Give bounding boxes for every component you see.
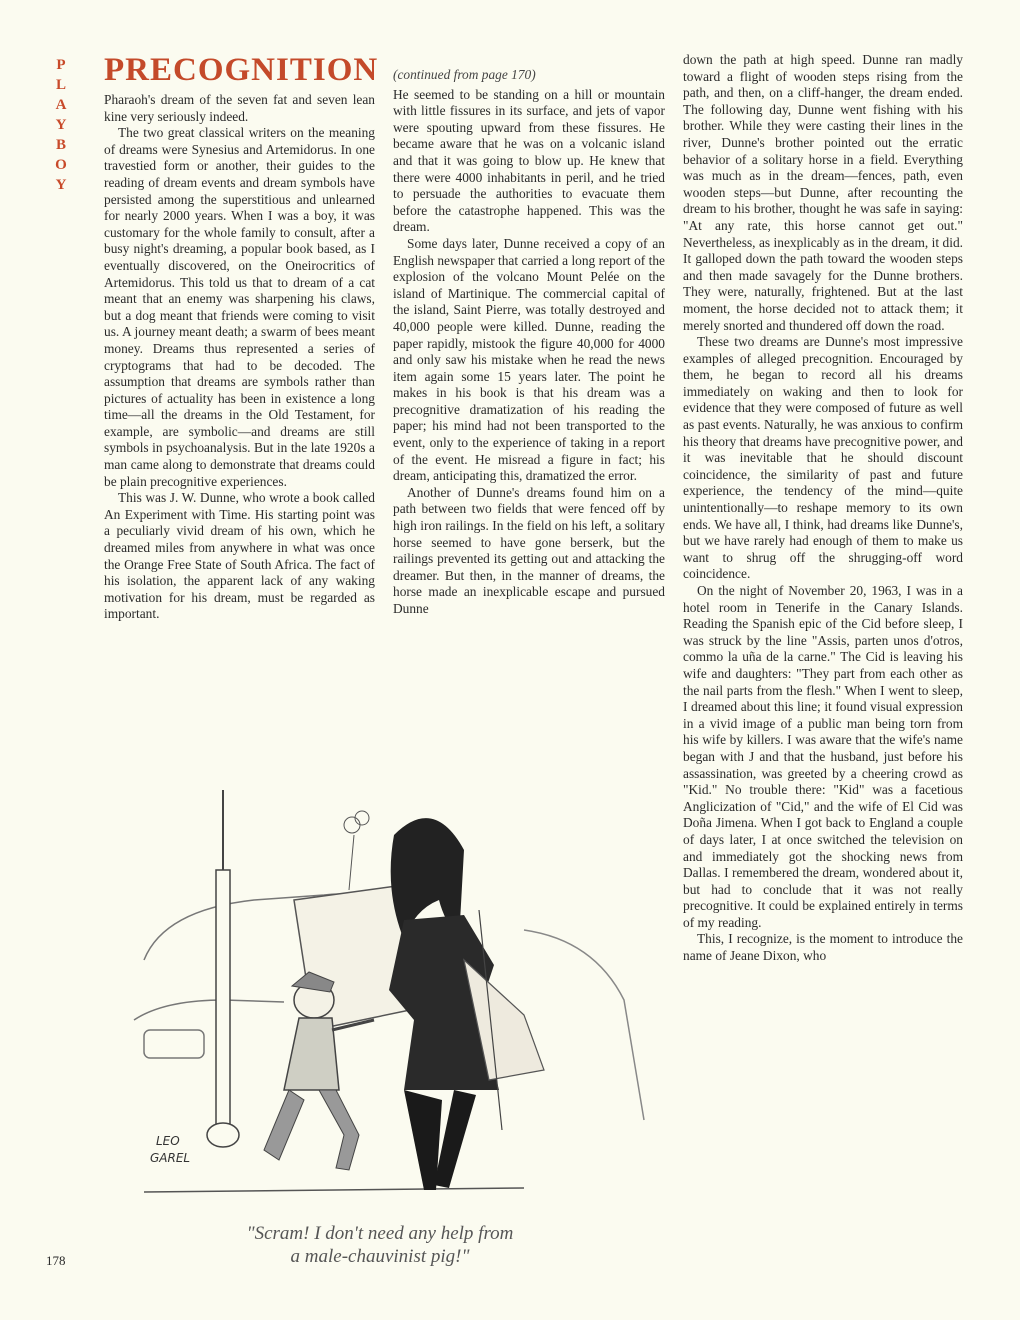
paragraph: These two dreams are Dunne's most impressive examples of alleged precognition. Encouraged by them, he began to record all his dreams immediately on waking and then to look for evidence that they were composed of future as well as past events. Naturally, he was anxious to confirm his theory that dreams have precognitive power, and it was inevitable that he should discount coincidence, the similarity of past and future experience, the tendency of the mind—quite unintentionally—to reshape memory to its own ends. We have all, I think, had dreams like Dunne's, but we have rarely had enough of them to make us want to shrug off the shrugging-off word coincidence. [683, 334, 963, 582]
paragraph: Pharaoh's dream of the seven fat and seven lean kine very seriously indeed. [104, 92, 375, 124]
paragraph: On the night of November 20, 1963, I was in a hotel room in Tenerife in the Canary Islands. Reading the Spanish epic of the Cid before sleep, I was struck by the line "Assis, parten unos d'otros, commo la uña de la carne." The Cid is leaving his wife and daughters: "They part from each other as the nail parts from the flesh." When I went to sleep, I dreamed about this line; it found visual expression in a vivid image of a public man being torn from his wife by killers. I was aware that the wife's name began with J and that the husband, just before his assassination, was greeted by a cheering crowd as "Kid." No trouble there: "Kid" was a facetious Anglicization of "Cid," and the wife of El Cid was Doña Jimena. When I got back to England a couple of days later, I at once switched the television on and immediately got the shocking news from Dallas. I remembered the dream, wondered about it, but had to conclude that it was not really precognitive. It could be explained entirely in terms of my reading. [683, 583, 963, 930]
text-column-3 [683, 52, 963, 965]
paragraph: Some days later, Dunne received a copy of an English newspaper that carried a long report of the explosion of the volcano Mount Pelée on the island of Martinique. The commercial capital of the island, Saint Pierre, was totally destroyed and 40,000 people were killed. Dunne, reading the paper rapidly, mistook the figure 40,000 for 4000 and only saw his mistake when he read the news item again some 15 years later. The point he makes in his book is that his dream was a precognitive dramatization of his reading the paper; his mind had not been transported to the event, only to the experience of taking in a report of the event. He misread a figure in fact; his dream, anticipating this, dramatized the error. [393, 235, 665, 484]
text-column-1 [104, 92, 375, 623]
paragraph: down the path at high speed. Dunne ran madly toward a flight of wooden steps rising from the path, and then, on a cliff-hanger, the dream ended. The following day, Dunne went fishing with his brother. While they were casting their lines in the river, Dunne's brother pointed out the erratic behavior of a solitary horse in a field. Everything was much as in the dream—fences, path, even wooden steps—but Dunne, after recounting the dream to his brother, thought he was safe in saying: "At any rate, this horse cannot get out." Nevertheless, as inexplicably as in the dream, it did. It galloped down the path toward the wooden steps and then made savagely for the Dunne brothers. They were, naturally, frightened. But at the last moment, the horse decided not to attack them; it merely snorted and thundered off down the road. [683, 52, 963, 333]
caption-line: a male-chauvinist pig!" [290, 1246, 470, 1267]
magazine-letter: Y [55, 117, 67, 133]
paragraph: This, I recognize, is the moment to introduce the name of Jeane Dixon, who [683, 931, 963, 964]
caption-line: "Scram! I don't need any help from [246, 1223, 514, 1244]
magazine-letter: P [56, 57, 66, 73]
text-column-2 [393, 67, 665, 618]
cartoon-illustration [104, 790, 664, 1210]
paragraph: This was J. W. Dunne, who wrote a book called An Experiment with Time. His starting point was a peculiarly vivid dream of his own, which he dreamed miles from anywhere in what was once the Orange Free State of South Africa. The fact of his isolation, the apparent lack of any waking motivation for his dream, must be regarded as important. [104, 490, 375, 622]
magazine-letter: B [55, 137, 66, 153]
paragraph: He seemed to be standing on a hill or mountain with little fissures in its surface, and jets of vapor were spouting upward from these fissures. He became aware that he was on a volcanic island and that it was going to blow up. He knew that there were 4000 inhabitants in peril, and he tried to persuade the authorities to evacuate them before the catastrophe happened. This was the dream. [393, 86, 665, 235]
paragraph: The two great classical writers on the meaning of dreams were Synesius and Artemidorus. In one travestied form or another, their guides to the reading of dream events and dream symbols have persisted among the superstitious and unlearned for nearly 2000 years. When I was a boy, it was customary for the whole family to consult, after a busy night's dreaming, a popular book based, as I eventually discovered, on the Oneirocritics of Artemidorus. This told us that to dream of a cat meant that an enemy was sharpening his claws, but a dog meant that friends were coming to visit us. A journey meant death; a swarm of bees meant money. Dreams thus represented a series of cryptograms that had to be decoded. The assumption that dreams are symbols rather than pictures of actuality has been in existence a long time—all the dreams in the Old Testament, for example, are symbolic—and dreams are still symbols in psychoanalysis. But in the late 1920s a man came along to demonstrate that dreams could be plain precognitive experiences. [104, 125, 375, 489]
cartoonist-signature: LEO [156, 1134, 180, 1148]
magazine-letter: Y [55, 177, 67, 193]
cartoonist-signature: GAREL [150, 1151, 191, 1165]
cartoon-caption [170, 1222, 590, 1268]
paragraph: Another of Dunne's dreams found him on a path between two fields that were fenced off by high iron railings. In the field on his left, a solitary horse seemed to have gone berserk, but the railings prevented its getting out and attacking the dreamer. But then, in the manner of dreams, the horse made an inexplicable escape and pursued Dunne [393, 484, 665, 616]
magazine-name-vertical [50, 55, 72, 195]
magazine-letter: A [55, 97, 67, 113]
magazine-letter: L [55, 77, 66, 93]
page-number: 178 [46, 1253, 66, 1268]
magazine-letter: O [55, 157, 67, 173]
continued-note: (continued from page 170) [393, 67, 536, 82]
article-title: PRECOGNITION [104, 52, 379, 88]
